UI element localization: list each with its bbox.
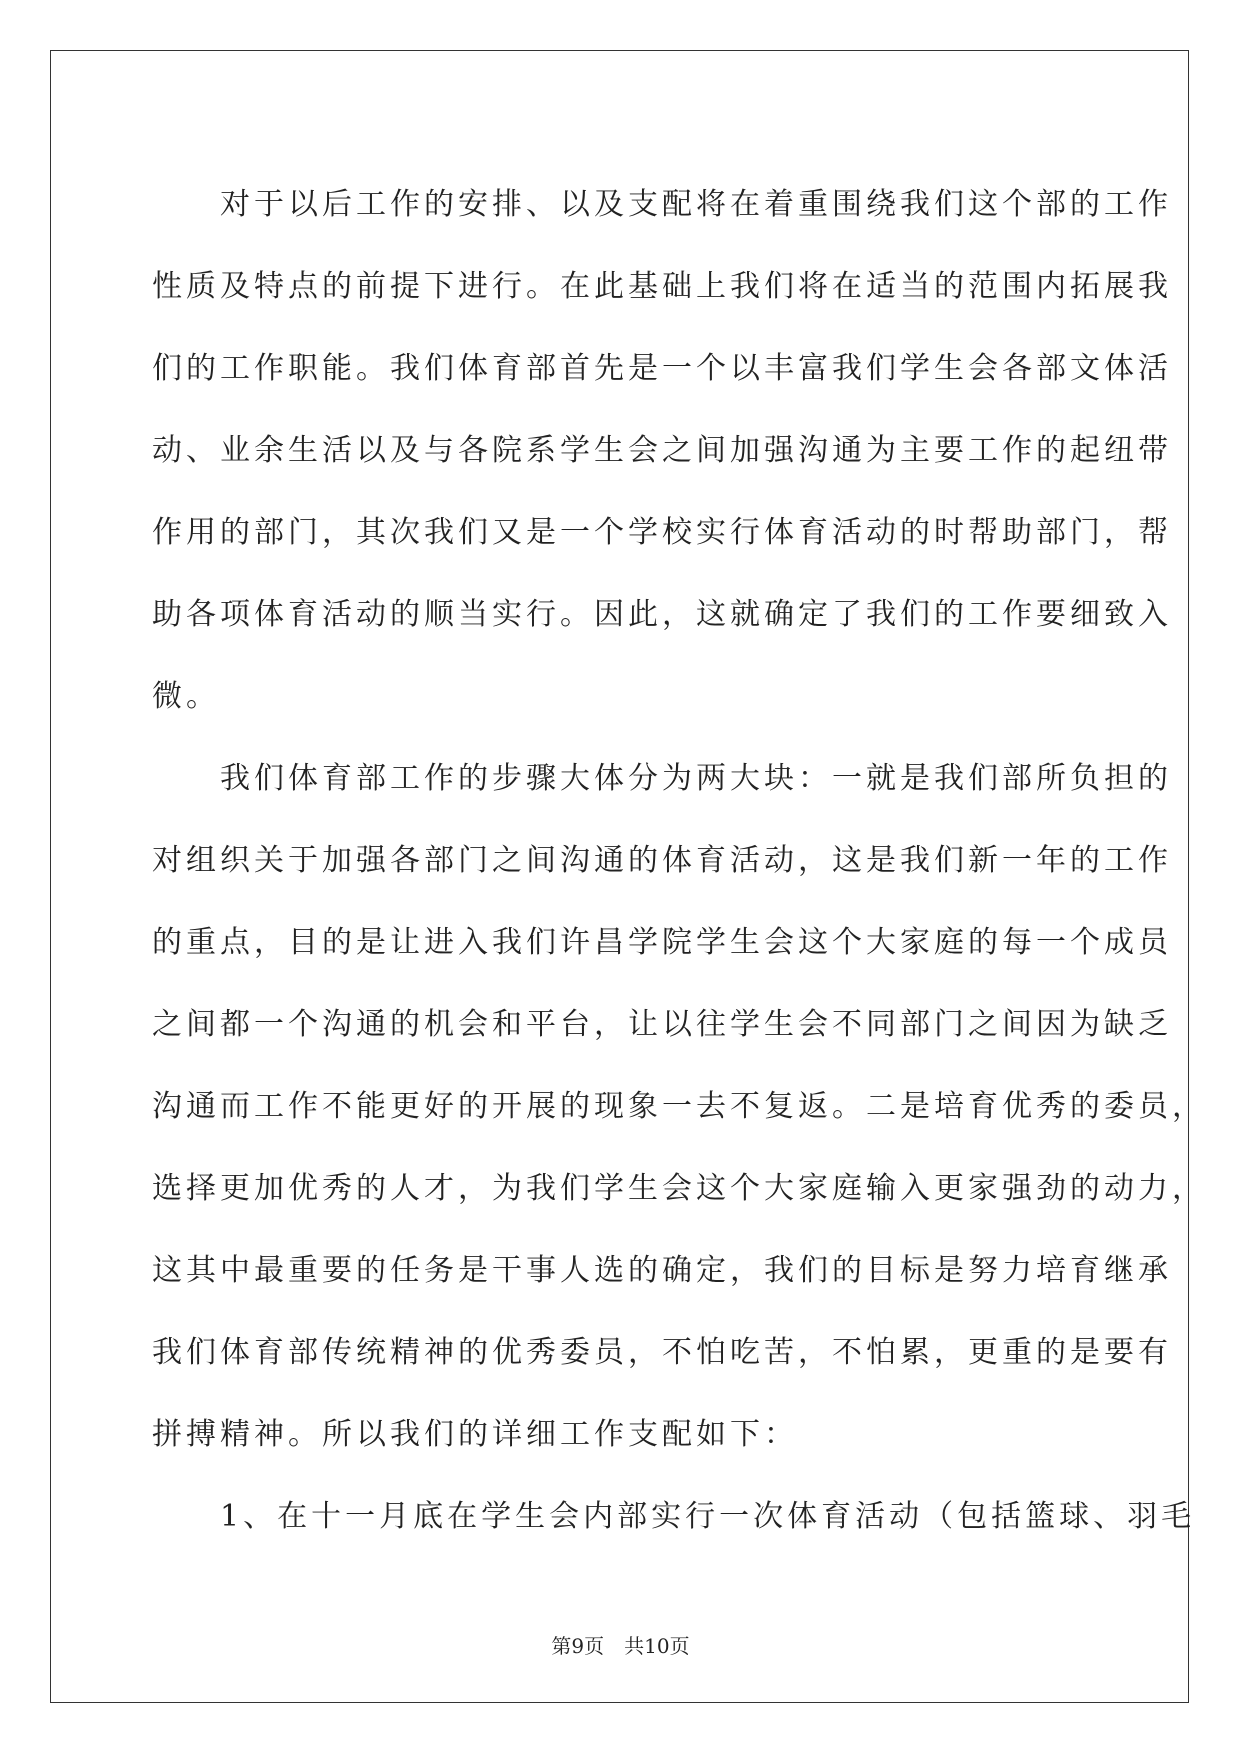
text-line: 选择更加优秀的人才，为我们学生会这个大家庭输入更家强劲的动力， <box>152 1171 1206 1206</box>
text-line: 这其中最重要的任务是干事人选的确定，我们的目标是努力培育继承 <box>152 1253 1172 1288</box>
paragraph-3 <box>152 1476 1196 1558</box>
text-line: 作用的部门，其次我们又是一个学校实行体育活动的时帮助部门，帮 <box>152 515 1172 550</box>
text-line: 我们体育部工作的步骤大体分为两大块：一就是我们部所负担的 <box>152 761 1172 796</box>
page-footer <box>0 1630 1241 1659</box>
text-line: 沟通而工作不能更好的开展的现象一去不复返。二是培育优秀的委员， <box>152 1089 1206 1124</box>
page-number: 第9页 共10页 <box>551 1634 690 1658</box>
text-line: 拼搏精神。所以我们的详细工作支配如下： <box>152 1417 798 1452</box>
text-line: 对组织关于加强各部门之间沟通的体育活动，这是我们新一年的工作 <box>152 843 1172 878</box>
paragraph-1 <box>152 164 1172 738</box>
text-line: 微。 <box>152 679 220 714</box>
text-line: 我们体育部传统精神的优秀委员，不怕吃苦，不怕累，更重的是要有 <box>152 1335 1172 1370</box>
document-body <box>152 164 1206 1558</box>
text-line: 助各项体育活动的顺当实行。因此，这就确定了我们的工作要细致入 <box>152 597 1172 632</box>
text-line: 之间都一个沟通的机会和平台，让以往学生会不同部门之间因为缺乏 <box>152 1007 1172 1042</box>
text-line: 对于以后工作的安排、以及支配将在着重围绕我们这个部的工作 <box>152 187 1172 222</box>
paragraph-2 <box>152 738 1206 1476</box>
text-line: 性质及特点的前提下进行。在此基础上我们将在适当的范围内拓展我 <box>152 269 1172 304</box>
text-line: 们的工作职能。我们体育部首先是一个以丰富我们学生会各部文体活 <box>152 351 1172 386</box>
text-line: 的重点，目的是让进入我们许昌学院学生会这个大家庭的每一个成员 <box>152 925 1172 960</box>
text-line: 1、在十一月底在学生会内部实行一次体育活动（包括篮球、羽毛 <box>152 1499 1196 1534</box>
text-line: 动、业余生活以及与各院系学生会之间加强沟通为主要工作的起纽带 <box>152 433 1172 468</box>
